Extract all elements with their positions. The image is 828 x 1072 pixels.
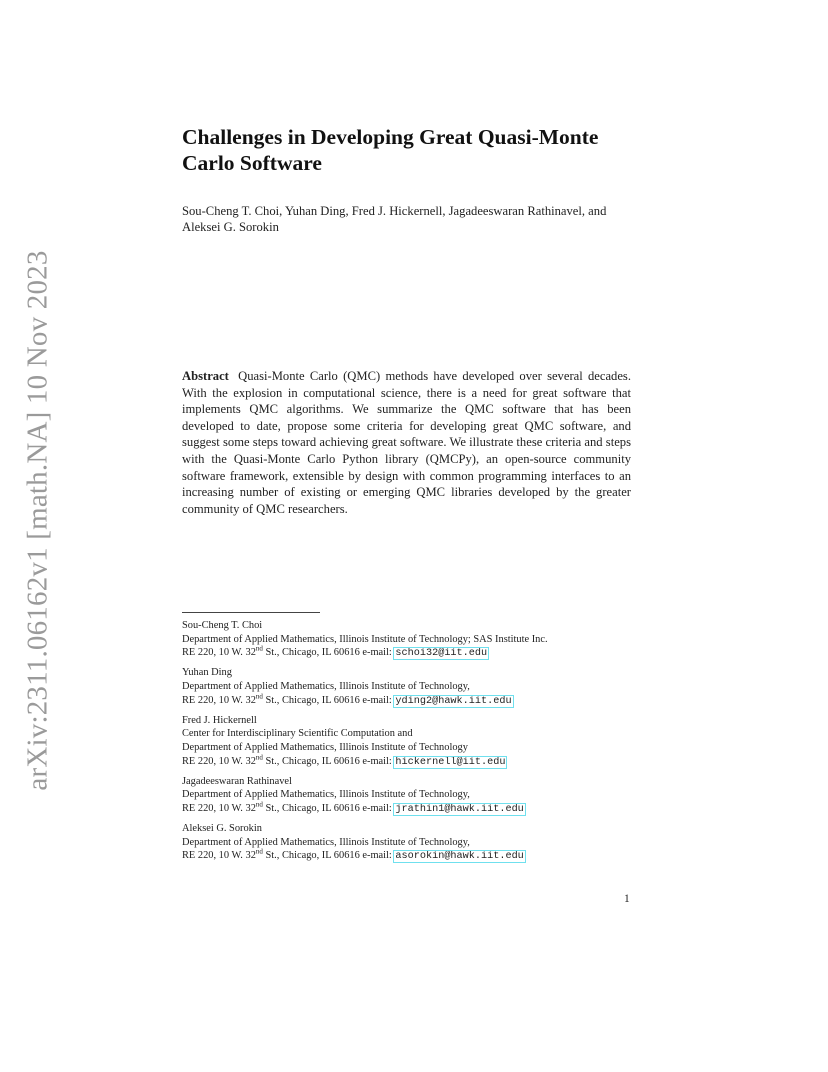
email-link[interactable]: asorokin@hawk.iit.edu: [395, 851, 524, 863]
ordinal-suffix: nd: [255, 644, 263, 653]
ordinal-suffix: nd: [255, 753, 263, 762]
address-city: St., Chicago, IL 60616 e-mail:: [262, 694, 395, 706]
ordinal-suffix: nd: [255, 847, 263, 856]
author-list: [182, 203, 642, 235]
affiliation-address: [182, 694, 642, 709]
affiliation-entry: [182, 619, 642, 661]
affiliation-author-name: Sou-Cheng T. Choi: [182, 620, 263, 631]
address-street: RE 220, 10 W. 32: [182, 647, 256, 659]
authors-line-2: Aleksei G. Sorokin: [182, 220, 279, 234]
email-link[interactable]: yding2@hawk.iit.edu: [395, 695, 512, 707]
affiliation-department: Department of Applied Mathematics, Illinois Institute of Technology,: [182, 789, 470, 801]
affiliation-address: [182, 755, 642, 770]
ordinal-suffix: nd: [255, 800, 263, 809]
affiliation-address: [182, 802, 642, 817]
arxiv-identifier-stamp: [18, 249, 58, 791]
affiliation-department: Department of Applied Mathematics, Illinois Institute of Technology,: [182, 680, 470, 692]
affiliation-entry: [182, 775, 642, 817]
arxiv-stamp-text: arXiv:2311.06162v1 [math.NA] 10 Nov 2023: [21, 249, 54, 791]
address-street: RE 220, 10 W. 32: [182, 755, 256, 767]
affiliation-entry: [182, 714, 642, 769]
affiliation-department: Department of Applied Mathematics, Illinois Institute of Technology; SAS Institute Inc.: [182, 633, 548, 645]
affiliation-address: [182, 849, 642, 864]
affiliations-block: [182, 619, 642, 869]
affiliation-department: Department of Applied Mathematics, Illinois Institute of Technology,: [182, 836, 470, 848]
address-city: St., Chicago, IL 60616 e-mail:: [262, 647, 395, 659]
address-city: St., Chicago, IL 60616 e-mail:: [262, 802, 395, 814]
abstract-label: Abstract: [182, 369, 229, 383]
email-link[interactable]: schoi32@iit.edu: [395, 648, 488, 660]
email-link[interactable]: hickernell@iit.edu: [395, 756, 506, 768]
address-street: RE 220, 10 W. 32: [182, 694, 256, 706]
affiliation-author-name: Yuhan Ding: [182, 667, 232, 679]
abstract: [182, 368, 631, 517]
address-city: St., Chicago, IL 60616 e-mail:: [262, 850, 395, 862]
email-link[interactable]: jrathin1@hawk.iit.edu: [395, 803, 524, 815]
affiliation-entry: [182, 822, 642, 864]
affiliation-author-name: Aleksei G. Sorokin: [182, 823, 262, 835]
affiliation-entry: [182, 666, 642, 708]
affiliation-author-name: Fred J. Hickernell: [182, 714, 257, 726]
abstract-text: Quasi-Monte Carlo (QMC) methods have developed over several decades. With the explosion in computational science, there is a need for great software that implements QMC algorithms. We summarize the QMC software that has been developed to date, propose some criteria for developing great QMC software, and suggest some steps toward achieving great software. We illustrate these criteria and steps with the Quasi-Monte Carlo Python library (QMCPy), an open-source community software framework, extensible by design with common programming interfaces to an increasing number of existing or emerging QMC libraries developed by the greater community of QMC researchers.: [182, 369, 631, 516]
address-city: St., Chicago, IL 60616 e-mail:: [262, 755, 395, 767]
address-street: RE 220, 10 W. 32: [182, 802, 256, 814]
affiliation-address: [182, 646, 642, 661]
affiliation-department: Department of Applied Mathematics, Illinois Institute of Technology: [182, 741, 468, 753]
affiliation-author-name: Jagadeeswaran Rathinavel: [182, 775, 292, 787]
paper-title: Challenges in Developing Great Quasi-Monte Carlo Software: [182, 125, 599, 175]
footnote-rule: [182, 612, 320, 613]
address-street: RE 220, 10 W. 32: [182, 850, 256, 862]
ordinal-suffix: nd: [255, 692, 263, 701]
authors-line-1: Sou-Cheng T. Choi, Yuhan Ding, Fred J. Hickernell, Jagadeeswaran Rathinavel, and: [182, 204, 607, 218]
page-number: 1: [624, 893, 630, 905]
affiliation-department: Center for Interdisciplinary Scientific Computation and: [182, 728, 413, 740]
